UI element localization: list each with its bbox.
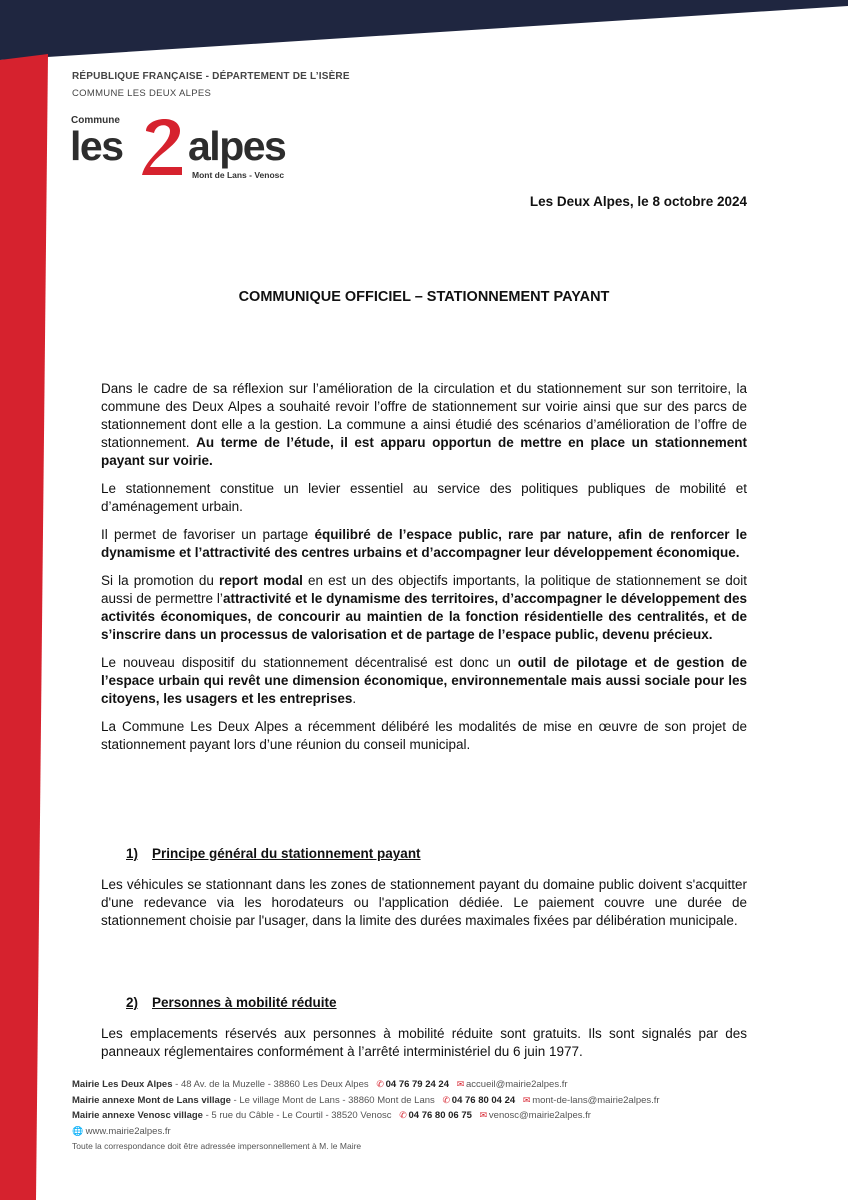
header-republic-line: RÉPUBLIQUE FRANÇAISE - DÉPARTEMENT DE L’ISÈRE [72,71,350,82]
paragraph-council: La Commune Les Deux Alpes a récemment délibéré les modalités de mise en œuvre de son projet de stationnement payant lors d’une réunion du conseil municipal. [101,719,747,752]
document-title: COMMUNIQUE OFFICIEL – STATIONNEMENT PAYANT [238,289,610,305]
logo-subtitle: Mont de Lans - Venosc [192,170,285,180]
section-text-1: Les véhicules se stationnant dans les zones de stationnement payant du domaine public doivent s'acquitter d'une redevance via les horodateurs ou l'application dédiée. Le paiement couvre une durée de stationnement choisie par l'usager, dans la limite des durées maximales fixées par délibération municipale. [101,877,747,928]
document-body [101,380,747,764]
commune-logo [70,113,285,183]
footer-website-link[interactable]: www.mairie2alpes.fr [85,1125,171,1137]
phone-icon: ✆ [442,1094,451,1105]
footer-email-link[interactable]: venosc@mairie2alpes.fr [488,1110,591,1121]
mail-icon: ✉ [522,1094,531,1105]
phone-icon: ✆ [376,1079,384,1089]
logo-two-mark [136,113,190,179]
logo-alpes-text: alpes [188,123,286,169]
paragraph-modal: Si la promotion du report modal en est un des objectifs importants, la politique de stationnement se doit aussi de permettre l’attractivité et le dynamisme des territoires, d’accompagner le développement des activités économiques, de concourir au maintien de la fonction résidentielle des centralités, et de s’inscrire dans un processus de valorisation et de partage de l’espace public, devenu précieux. [101,573,747,642]
paragraph-device: Le nouveau dispositif du stationnement décentralisé est donc un outil de pilotage et de gestion de l’espace urbain qui revêt une dimension économique, environnementale mais aussi sociale pour les citoyens, les usagers et les entreprises. [101,655,747,706]
footer-email-link[interactable]: mont-de-lans@mairie2alpes.fr [532,1094,660,1106]
paragraph-sharing: Il permet de favoriser un partage équilibré de l’espace public, rare par nature, afin de renforcer le dynamisme et l’attractivité des centres urbains et d’accompagner leur développement économique. [101,527,747,560]
footer-row-website [72,1124,660,1140]
globe-icon: 🌐 [72,1125,84,1136]
logo-les-text: les [70,123,123,169]
footer-email-link[interactable]: accueil@mairie2alpes.fr [466,1079,568,1090]
page-footer [72,1077,660,1154]
mail-icon: ✉ [456,1079,465,1089]
header-commune-line: COMMUNE LES DEUX ALPES [72,88,212,99]
paragraph-intro: Dans le cadre de sa réflexion sur l’amélioration de la circulation et du stationnement sur son territoire, la commune des Deux Alpes a souhaité revoir l’offre de stationnement sur voirie ainsi que sur des parcs de stationnement dont elle a la gestion. La commune a ainsi étudié des scénarios d’amélioration de l’offre de stationnement. Au terme de l’étude, il est apparu opportun de mettre en place un stationnement payant sur voirie. [101,381,747,468]
red-side-band [0,54,48,1200]
section-heading-1: 1) Principe général du stationnement payant [126,846,421,861]
footer-row-mont-de-lans: Mairie annexe Mont de Lans village - Le village Mont de Lans - 38860 Mont de Lans ✆ 04 76 80 04 24 ✉ mont-de-lans@mairie2alpes.fr [72,1094,660,1106]
paragraph-lever: Le stationnement constitue un levier essentiel au service des politiques publiques de mobilité et d’aménagement urbain. [101,481,747,514]
section-heading-2: 2) Personnes à mobilité réduite [126,995,337,1010]
logo-commune-text: Commune [71,115,120,126]
section-text-2: Les emplacements réservés aux personnes à mobilité réduite sont gratuits. Ils sont signalés par des panneaux réglementaires conformément à l’arrêté interministériel du 6 juin 1977. [101,1026,747,1059]
document-date: Les Deux Alpes, le 8 octobre 2024 [529,194,747,209]
footer-row-venosc: Mairie annexe Venosc village - 5 rue du Câble - Le Courtil - 38520 Venosc ✆ 04 76 80 06 75 ✉ venosc@mairie2alpes.fr [72,1110,591,1121]
footer-note: Toute la correspondance doit être adressée impersonnellement à M. le Maire [72,1141,362,1151]
phone-icon: ✆ [399,1110,407,1120]
footer-row-main: Mairie Les Deux Alpes - 48 Av. de la Muzelle - 38860 Les Deux Alpes ✆ 04 76 79 24 24 ✉ accueil@mairie2alpes.fr [72,1079,568,1090]
navy-banner [0,0,848,60]
mail-icon: ✉ [479,1110,488,1120]
